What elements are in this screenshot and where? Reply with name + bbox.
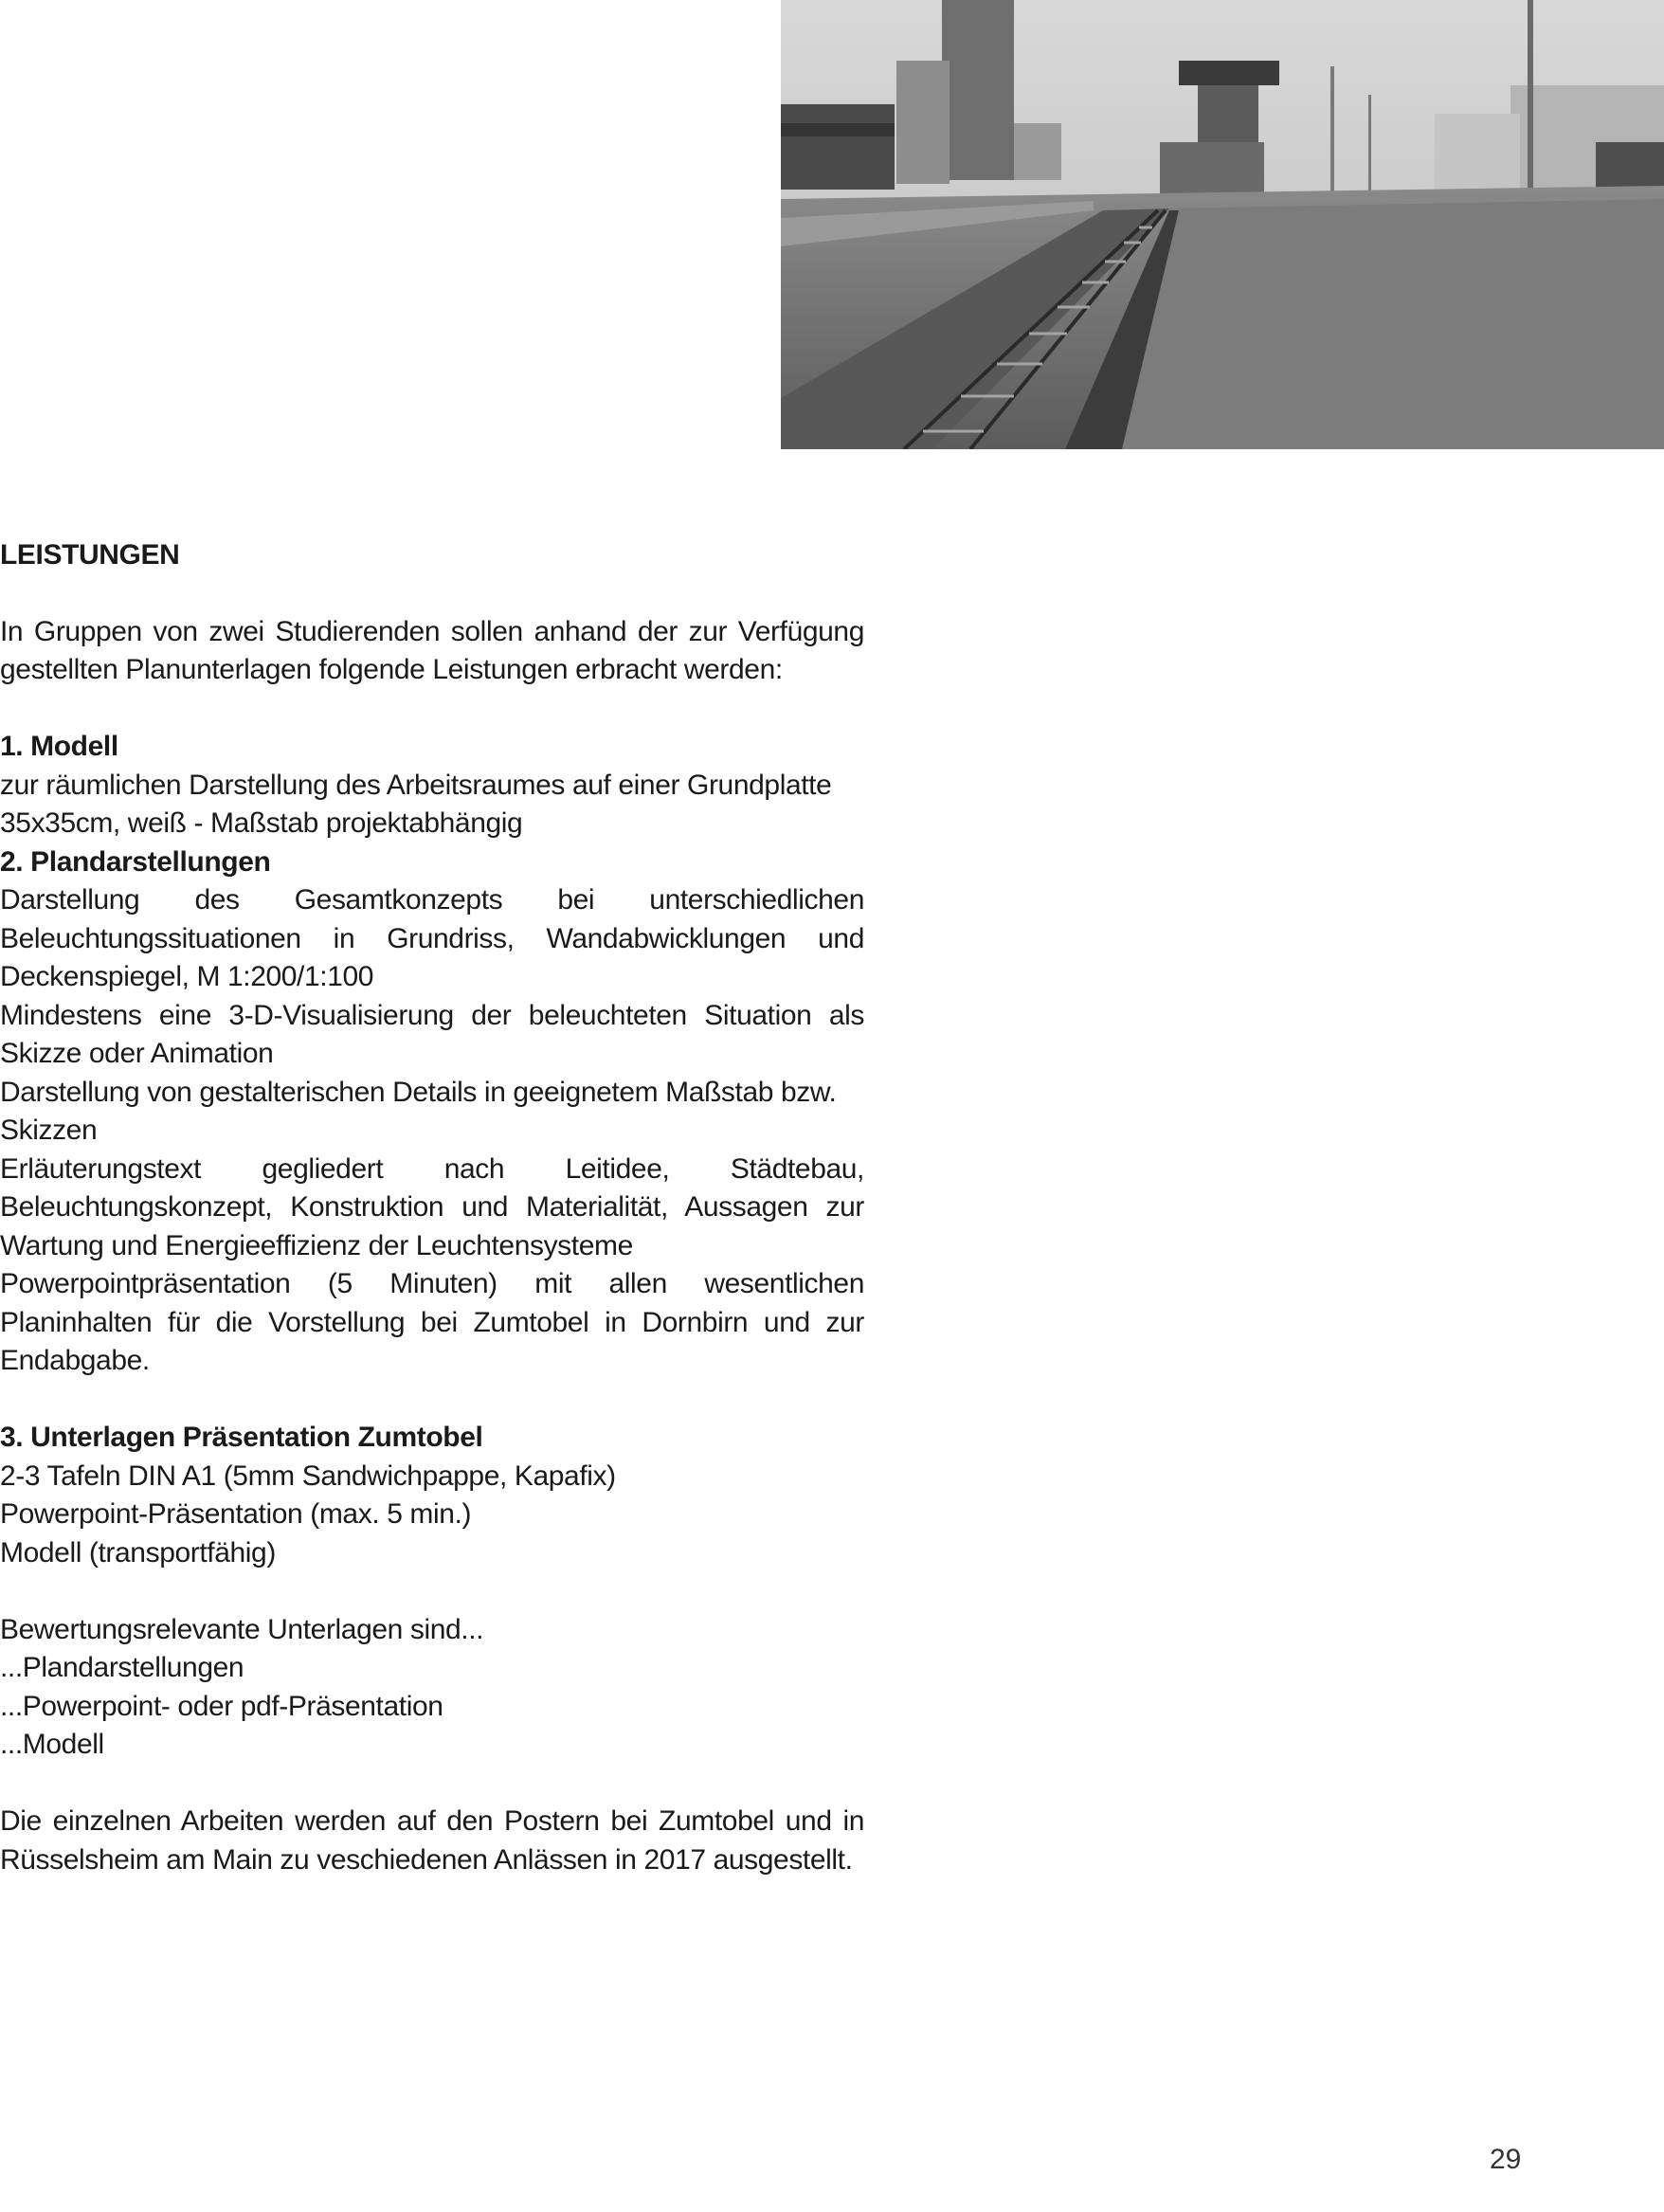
closing-paragraph: Die einzelnen Arbeiten werden auf den Postern bei Zumtobel und in Rüsselsheim am Main zu veschiedenen Anlässen in 2017 ausgestellt.: [0, 1805, 864, 1876]
item-title-plandarstellungen: 2. Plandarstellungen: [0, 845, 271, 878]
item-title-modell: 1. Modell: [0, 731, 118, 762]
photo-illustration: [781, 0, 1664, 449]
section-title: LEISTUNGEN: [0, 539, 180, 571]
item-text: 2-3 Tafeln DIN A1 (5mm Sandwichpappe, Kapafix): [0, 1460, 616, 1492]
item-text: zur räumlichen Darstellung des Arbeitsraumes auf einer Grundplatte 35x35cm, weiß - Maßstab projektabhängig: [0, 769, 832, 839]
railway-platform-photo: [781, 0, 1664, 449]
item-text: Powerpoint-Präsentation (max. 5 min.): [0, 1498, 472, 1530]
item-text: Modell (transportfähig): [0, 1536, 276, 1568]
evaluation-item: ...Powerpoint- oder pdf-Präsentation: [0, 1690, 443, 1722]
item-text: Erläuterungstext gegliedert nach Leitidee, Städtebau, Beleuchtungskonzept, Konstruktion und Materialität, Aussagen zur Wartung und Energieeffizienz der Leuchtensysteme: [0, 1152, 864, 1261]
item-text: Mindestens eine 3-D-Visualisierung der beleuchteten Situation als Skizze oder Animation: [0, 999, 864, 1069]
item-title-unterlagen: 3. Unterlagen Präsentation Zumtobel: [0, 1422, 483, 1453]
evaluation-intro: Bewertungsrelevante Unterlagen sind...: [0, 1613, 484, 1645]
item-text: Darstellung des Gesamtkonzepts bei unterschiedlichen Beleuchtungssituationen in Grundriss, Wandabwicklungen und Deckenspiegel, M 1:200/1:100: [0, 884, 864, 992]
evaluation-item: ...Modell: [0, 1729, 104, 1760]
intro-paragraph: In Gruppen von zwei Studierenden sollen anhand der zur Verfügung gestellten Planunterlagen folgende Leistungen erbracht werden:: [0, 615, 864, 685]
main-text-column: [0, 536, 864, 1879]
evaluation-item: ...Plandarstellungen: [0, 1652, 244, 1683]
page-number: 29: [1490, 2144, 1522, 2175]
item-text: Powerpointpräsentation (5 Minuten) mit allen wesentlichen Planinhalten für die Vorstellung bei Zumtobel in Dornbirn und zur Endabgabe.: [0, 1268, 864, 1376]
item-text: Darstellung von gestalterischen Details in geeignetem Maßstab bzw. Skizzen: [0, 1076, 837, 1146]
